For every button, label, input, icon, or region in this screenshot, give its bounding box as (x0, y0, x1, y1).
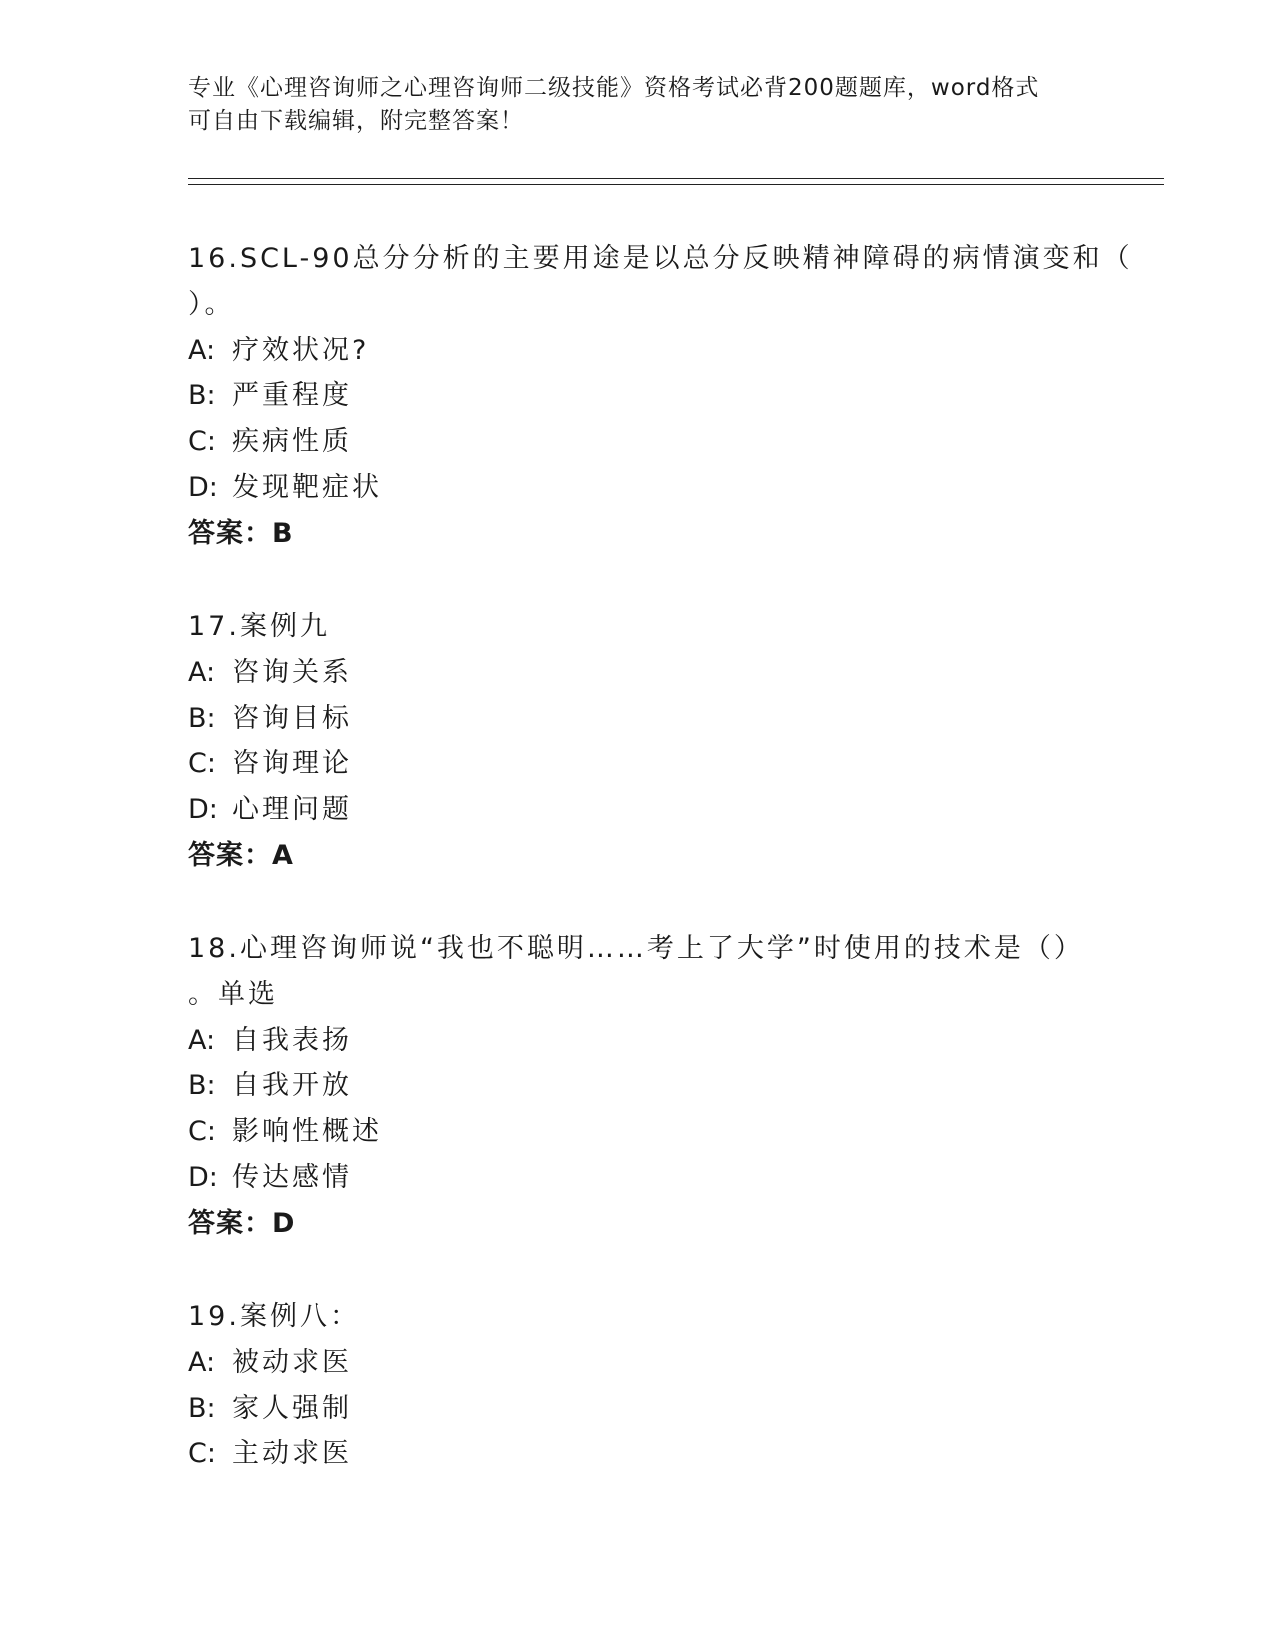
option-text: 咨询目标 (232, 702, 352, 734)
option-d (188, 787, 1088, 833)
answer-line: 答案：A (188, 839, 294, 871)
option-label: B: (188, 1070, 216, 1102)
option-label: C: (188, 426, 216, 458)
option-text: 发现靶症状 (232, 471, 382, 503)
option-label: B: (188, 702, 216, 734)
option-text: 心理问题 (232, 794, 352, 826)
question-16 (188, 236, 1133, 557)
option-c (188, 741, 1088, 787)
option-text: 自我表扬 (232, 1024, 352, 1056)
option-label: A: (188, 1346, 216, 1378)
option-label: C: (188, 1438, 216, 1470)
document-header (188, 72, 1068, 138)
question-stem: 16.SCL-90总分分析的主要用途是以总分反映精神障碍的病情演变和（ (188, 243, 1133, 274)
question-stem-continued: 。单选 (188, 978, 278, 1010)
option-text: 主动求医 (232, 1438, 352, 1470)
question-stem: 18.心理咨询师说“我也不聪明……考上了大学”时使用的技术是（） (188, 933, 1084, 964)
option-label: B: (188, 1392, 216, 1424)
option-a (188, 1340, 1088, 1386)
option-label: A: (188, 656, 216, 688)
option-label: D: (188, 471, 218, 503)
question-stem: 19.案例八： (188, 1301, 360, 1332)
question-stem: 17.案例九 (188, 611, 330, 642)
option-b (188, 1063, 1088, 1109)
option-d (188, 1155, 1088, 1201)
option-a (188, 650, 1088, 696)
option-text: 咨询理论 (232, 748, 352, 780)
option-label: C: (188, 1116, 216, 1148)
option-text: 咨询关系 (232, 656, 352, 688)
answer-line: 答案：D (188, 1207, 296, 1239)
option-label: C: (188, 748, 216, 780)
answer-line: 答案：B (188, 517, 294, 549)
option-c (188, 1431, 1088, 1477)
question-18 (188, 926, 1088, 1247)
option-text: 严重程度 (232, 380, 352, 412)
question-19 (188, 1294, 1088, 1477)
option-b (188, 696, 1088, 742)
option-a (188, 328, 1088, 374)
option-label: D: (188, 794, 218, 826)
option-c (188, 419, 1088, 465)
header-divider-top (188, 178, 1164, 179)
question-stem-continued: ）。 (188, 288, 235, 320)
option-label: A: (188, 1024, 216, 1056)
option-label: B: (188, 380, 216, 412)
option-text: 家人强制 (232, 1392, 352, 1424)
option-a (188, 1018, 1088, 1064)
option-label: D: (188, 1161, 218, 1193)
option-text: 疗效状况? (232, 334, 370, 366)
option-text: 传达感情 (232, 1161, 352, 1193)
header-divider-bottom (188, 184, 1164, 185)
option-d (188, 465, 1088, 511)
header-line-2: 可自由下载编辑，附完整答案！ (188, 108, 524, 134)
option-label: A: (188, 334, 216, 366)
question-17 (188, 604, 1088, 879)
option-c (188, 1109, 1088, 1155)
option-b (188, 1386, 1088, 1432)
option-text: 影响性概述 (232, 1116, 382, 1148)
option-text: 自我开放 (232, 1070, 352, 1102)
option-text: 被动求医 (232, 1346, 352, 1378)
option-text: 疾病性质 (232, 426, 352, 458)
header-line-1: 专业《心理咨询师之心理咨询师二级技能》资格考试必背200题题库，word格式 (188, 75, 1040, 101)
option-b (188, 373, 1088, 419)
